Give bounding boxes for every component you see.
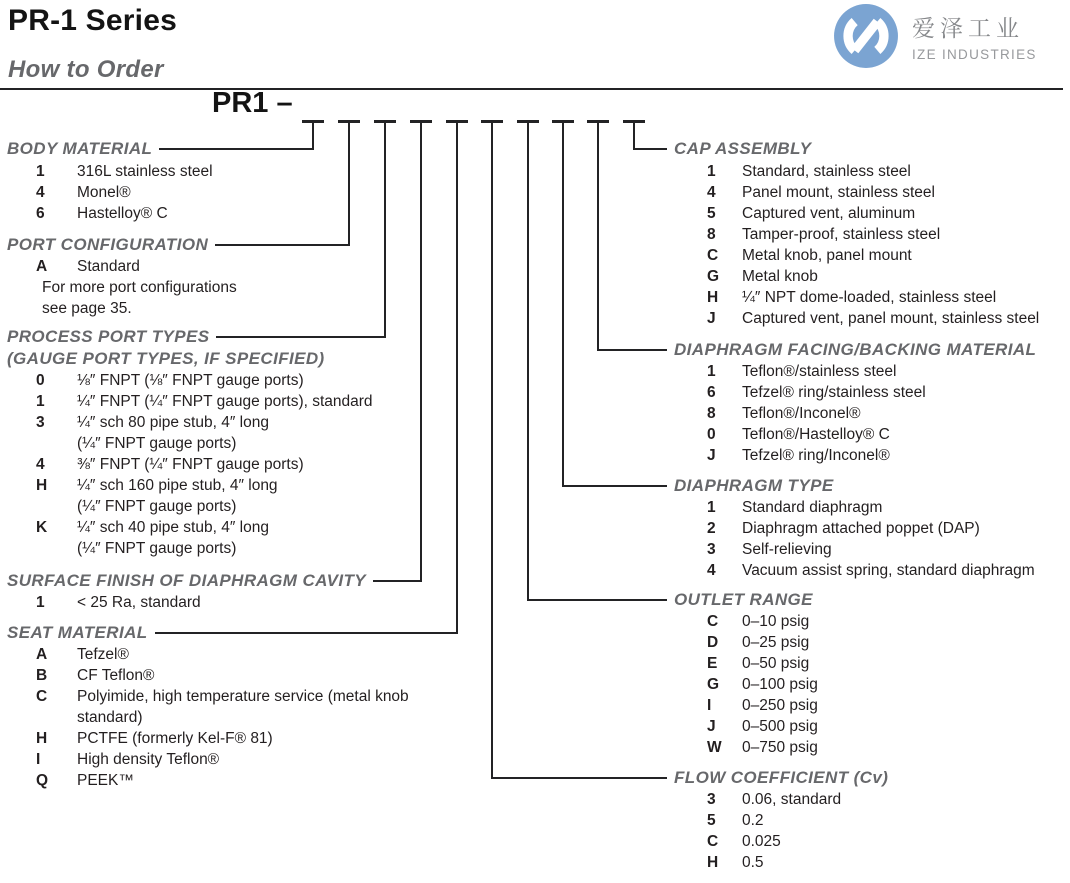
section-title: SURFACE FINISH OF DIAPHRAGM CAVITY	[7, 571, 366, 590]
port-configuration-note-line1: For more port configurations	[42, 279, 237, 296]
option-code: 1	[707, 499, 716, 516]
option-row	[707, 810, 841, 831]
option-code: 4	[36, 184, 45, 201]
option-row	[707, 424, 926, 445]
option-row	[707, 852, 841, 873]
section-heading-body-material	[7, 139, 314, 159]
option-label: Standard	[77, 258, 140, 275]
option-label: PEEK™	[77, 772, 134, 789]
section-title: SEAT MATERIAL	[7, 623, 148, 642]
option-label: CF Teflon®	[77, 667, 155, 684]
option-code: 6	[36, 205, 45, 222]
section-heading-process-port-types	[7, 327, 386, 347]
option-row	[36, 370, 373, 391]
option-code: J	[707, 718, 716, 735]
seat-material-options	[36, 644, 409, 791]
option-row	[36, 749, 409, 770]
port-configuration-options	[36, 256, 140, 277]
option-label: Teflon®/Inconel®	[742, 405, 861, 422]
option-row	[707, 632, 818, 653]
option-code: C	[707, 613, 719, 630]
option-label: Tefzel® ring/stainless steel	[742, 384, 926, 401]
section-heading-port-configuration	[7, 235, 350, 255]
section-title: BODY MATERIAL	[7, 139, 153, 158]
option-code: W	[707, 739, 722, 756]
option-code: B	[36, 667, 48, 684]
option-row	[707, 287, 1039, 308]
heading-connector-line	[155, 632, 458, 634]
option-label: 0.2	[742, 812, 764, 829]
connector-seat-material	[456, 122, 458, 633]
option-label: (¼″ FNPT gauge ports)	[77, 498, 237, 515]
option-row	[707, 716, 818, 737]
option-label: Polyimide, high temperature service (metal knob	[77, 688, 409, 705]
option-row	[707, 518, 1035, 539]
connector-port-configuration	[348, 122, 350, 245]
option-label: ¼″ sch 80 pipe stub, 4″ long	[77, 414, 269, 431]
option-code: 1	[707, 363, 716, 380]
heading-connector-line	[159, 148, 314, 150]
process-port-types-subtitle: (GAUGE PORT TYPES, IF SPECIFIED)	[7, 349, 325, 368]
option-code: H	[707, 854, 719, 871]
option-code: K	[36, 519, 48, 536]
option-row	[36, 161, 213, 182]
option-row	[707, 308, 1039, 329]
option-label: ¼″ FNPT (¼″ FNPT gauge ports), standard	[77, 393, 373, 410]
connector-diaphragm-facing	[597, 122, 599, 350]
option-code: I	[707, 697, 712, 714]
section-title: OUTLET RANGE	[674, 590, 813, 609]
option-row	[707, 161, 1039, 182]
option-code: H	[36, 730, 48, 747]
connector-process-port-types	[384, 122, 386, 337]
option-row	[36, 496, 373, 517]
option-row	[707, 737, 818, 758]
option-label: Panel mount, stainless steel	[742, 184, 935, 201]
option-row	[36, 256, 140, 277]
option-code: H	[707, 289, 719, 306]
option-label: PCTFE (formerly Kel-F® 81)	[77, 730, 273, 747]
option-code: 3	[707, 541, 716, 558]
section-title: PORT CONFIGURATION	[7, 235, 209, 254]
cap-assembly-options	[707, 161, 1039, 329]
option-code	[36, 496, 77, 517]
section-title: FLOW COEFFICIENT (Cv)	[674, 768, 889, 787]
option-row	[36, 686, 409, 707]
heading-connector-line	[527, 599, 667, 601]
section-heading-diaphragm-type	[562, 476, 834, 496]
option-label: 0–750 psig	[742, 739, 818, 756]
option-code: J	[707, 447, 716, 464]
option-label: 0–25 psig	[742, 634, 810, 651]
option-label: Standard, stainless steel	[742, 163, 911, 180]
option-row	[707, 224, 1039, 245]
option-row	[36, 475, 373, 496]
option-code	[36, 538, 77, 559]
heading-connector-line	[633, 148, 667, 150]
option-code: Q	[36, 772, 49, 789]
option-row	[36, 203, 213, 224]
section-heading-seat-material	[7, 623, 458, 643]
heading-connector-line	[216, 336, 386, 338]
option-row	[707, 831, 841, 852]
body-material-options	[36, 161, 213, 224]
section-title: DIAPHRAGM FACING/BACKING MATERIAL	[674, 340, 1037, 359]
option-label: Hastelloy® C	[77, 205, 168, 222]
option-label: 0–100 psig	[742, 676, 818, 693]
section-heading-surface-finish	[7, 571, 422, 591]
option-row	[36, 592, 201, 613]
option-code: 1	[36, 594, 45, 611]
option-code: C	[707, 833, 719, 850]
option-row	[36, 412, 373, 433]
option-row	[36, 538, 373, 559]
option-code	[36, 433, 77, 454]
option-label: 0.06, standard	[742, 791, 842, 808]
surface-finish-options	[36, 592, 201, 613]
option-label: 0–10 psig	[742, 613, 810, 630]
option-label: High density Teflon®	[77, 751, 220, 768]
option-code: J	[707, 310, 716, 327]
option-code: 4	[36, 456, 45, 473]
option-label: 0–250 psig	[742, 697, 818, 714]
heading-connector-line	[597, 349, 667, 351]
option-label: Diaphragm attached poppet (DAP)	[742, 520, 980, 537]
option-row	[707, 789, 841, 810]
logo-text	[912, 10, 1037, 62]
option-label: ¼″ sch 160 pipe stub, 4″ long	[77, 477, 278, 494]
option-code: 0	[707, 426, 716, 443]
option-row	[707, 445, 926, 466]
connector-flow-coefficient	[491, 122, 493, 778]
option-label: 0.5	[742, 854, 764, 871]
outlet-range-options	[707, 611, 818, 758]
heading-connector-line	[373, 580, 422, 582]
option-code: I	[36, 751, 41, 768]
option-row	[707, 403, 926, 424]
option-row	[707, 245, 1039, 266]
option-row	[707, 266, 1039, 287]
option-code: 1	[36, 393, 45, 410]
option-label: ¼″ NPT dome-loaded, stainless steel	[742, 289, 997, 306]
option-code: 2	[707, 520, 716, 537]
option-code: 0	[36, 372, 45, 389]
option-code: 3	[36, 414, 45, 431]
flow-coefficient-options	[707, 789, 841, 873]
option-row	[707, 560, 1035, 581]
option-row	[36, 770, 409, 791]
option-code: E	[707, 655, 718, 672]
option-label: Self-relieving	[742, 541, 832, 558]
option-code: 6	[707, 384, 716, 401]
option-row	[707, 182, 1039, 203]
option-row	[36, 391, 373, 412]
option-row	[36, 707, 409, 728]
logo-name-chinese: 爱泽工业	[912, 15, 1024, 41]
section-heading-outlet-range	[527, 590, 813, 610]
option-label: 0–500 psig	[742, 718, 818, 735]
option-label: Captured vent, panel mount, stainless steel	[742, 310, 1040, 327]
diaphragm-facing-options	[707, 361, 926, 466]
port-configuration-note-line2: see page 35.	[42, 300, 132, 317]
part-number-prefix: PR1 –	[212, 87, 293, 119]
option-label: ⅛″ FNPT (⅛″ FNPT gauge ports)	[77, 372, 304, 389]
section-title: CAP ASSEMBLY	[674, 139, 812, 158]
option-row	[36, 433, 373, 454]
option-code: 5	[707, 812, 716, 829]
option-code: G	[707, 268, 720, 285]
option-row	[707, 611, 818, 632]
option-row	[707, 653, 818, 674]
option-code: H	[36, 477, 48, 494]
option-label: ¼″ sch 40 pipe stub, 4″ long	[77, 519, 269, 536]
diaphragm-type-options	[707, 497, 1035, 581]
how-to-order-heading: How to Order	[8, 56, 164, 83]
option-row	[36, 644, 409, 665]
connector-surface-finish	[420, 122, 422, 581]
option-row	[707, 361, 926, 382]
option-code: 8	[707, 405, 716, 422]
section-title: DIAPHRAGM TYPE	[674, 476, 834, 495]
option-code: C	[707, 247, 719, 264]
option-label: Captured vent, aluminum	[742, 205, 916, 222]
option-row	[36, 665, 409, 686]
option-row	[36, 728, 409, 749]
option-code: C	[36, 688, 48, 705]
heading-connector-line	[215, 244, 350, 246]
option-code: 5	[707, 205, 716, 222]
option-row	[707, 674, 818, 695]
option-row	[707, 382, 926, 403]
ize-logo-icon	[833, 3, 899, 69]
option-row	[707, 203, 1039, 224]
option-code: D	[707, 634, 719, 651]
option-label: Vacuum assist spring, standard diaphragm	[742, 562, 1035, 579]
option-label: Teflon®/Hastelloy® C	[742, 426, 890, 443]
logo-name-english: IZE INDUSTRIES	[912, 47, 1037, 62]
option-code: 8	[707, 226, 716, 243]
option-code	[36, 707, 77, 728]
heading-connector-line	[491, 777, 667, 779]
option-code: A	[36, 258, 48, 275]
option-label: Tefzel® ring/Inconel®	[742, 447, 890, 464]
connector-outlet-range	[527, 122, 529, 600]
option-label: (¼″ FNPT gauge ports)	[77, 435, 237, 452]
option-row	[36, 454, 373, 475]
option-label: 0–50 psig	[742, 655, 810, 672]
option-label: Standard diaphragm	[742, 499, 883, 516]
option-row	[707, 539, 1035, 560]
section-heading-flow-coefficient	[491, 768, 888, 788]
page-title: PR-1 Series	[8, 4, 177, 37]
section-title: PROCESS PORT TYPES	[7, 327, 210, 346]
option-row	[707, 497, 1035, 518]
option-code: 3	[707, 791, 716, 808]
connector-diaphragm-type	[562, 122, 564, 486]
option-row	[707, 695, 818, 716]
option-code: 1	[36, 163, 45, 180]
option-label: standard)	[77, 709, 143, 726]
option-label: Tefzel®	[77, 646, 129, 663]
option-code: 4	[707, 562, 716, 579]
heading-connector-line	[562, 485, 667, 487]
heading-rule	[0, 88, 1063, 90]
option-label: 0.025	[742, 833, 781, 850]
option-label: 316L stainless steel	[77, 163, 213, 180]
option-label: < 25 Ra, standard	[77, 594, 201, 611]
option-label: Metal knob	[742, 268, 818, 285]
option-code: 4	[707, 184, 716, 201]
option-label: Teflon®/stainless steel	[742, 363, 897, 380]
option-label: Monel®	[77, 184, 131, 201]
option-code: G	[707, 676, 720, 693]
section-heading-diaphragm-facing	[597, 340, 1036, 360]
option-row	[36, 517, 373, 538]
company-logo	[833, 3, 1037, 69]
section-heading-cap-assembly	[633, 139, 811, 159]
option-label: (¼″ FNPT gauge ports)	[77, 540, 237, 557]
option-code: A	[36, 646, 48, 663]
option-label: Tamper-proof, stainless steel	[742, 226, 941, 243]
option-label: ⅜″ FNPT (¼″ FNPT gauge ports)	[77, 456, 304, 473]
option-row	[36, 182, 213, 203]
option-code: 1	[707, 163, 716, 180]
option-label: Metal knob, panel mount	[742, 247, 912, 264]
process-port-types-options	[36, 370, 373, 559]
